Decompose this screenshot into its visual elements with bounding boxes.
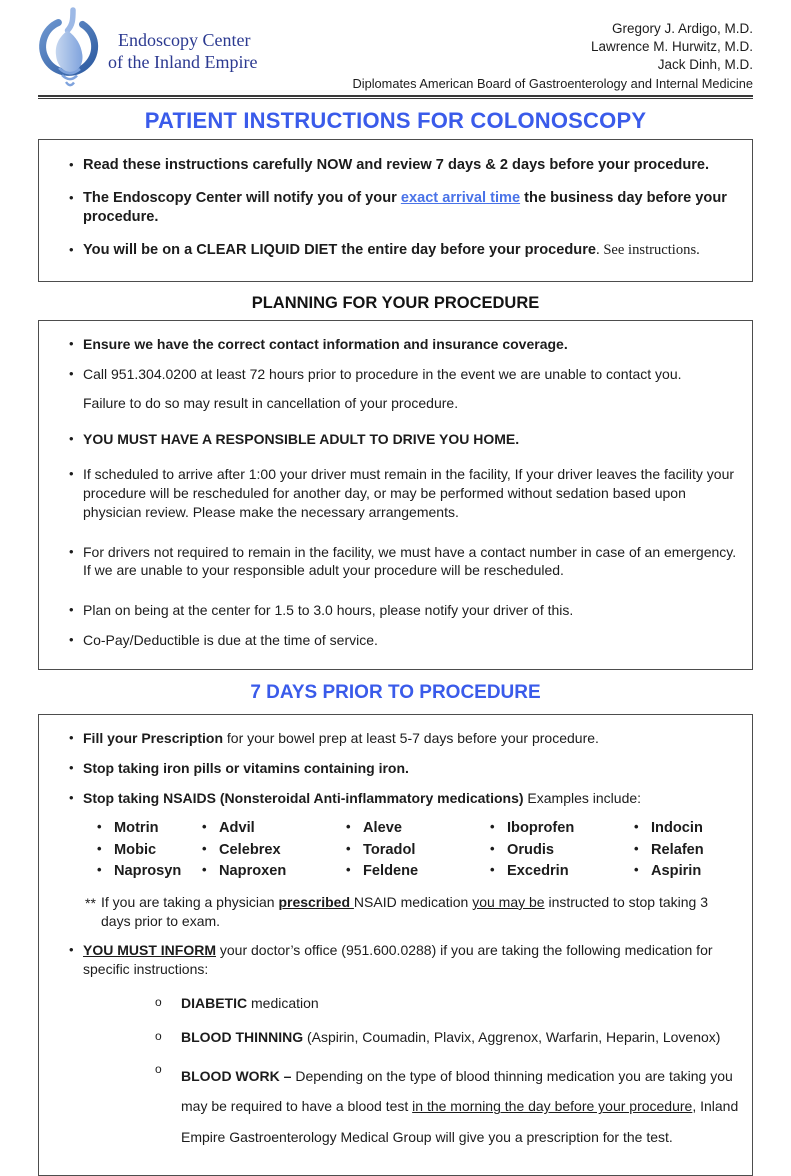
bullet-marker: •: [69, 189, 74, 205]
text-segment: . See instructions.: [596, 241, 700, 258]
bullet-marker: o: [155, 994, 162, 1009]
clinic-name-line1: Endoscopy Center: [118, 29, 251, 50]
medication-name: Aspirin: [651, 862, 702, 879]
medication-name: Advil: [219, 820, 255, 837]
text-segment: the business day before your procedure.: [83, 189, 727, 226]
bullet-marker: •: [69, 759, 74, 775]
medication-name: Excedrin: [507, 862, 569, 879]
medication-name: Relafen: [651, 841, 704, 858]
text-segment: your doctor’s office (951.600.0288) if you are taking the following medication for specific instructions:: [83, 942, 713, 978]
document-title: PATIENT INSTRUCTIONS FOR COLONOSCOPY: [144, 108, 647, 133]
medication-name: Naprosyn: [114, 862, 182, 879]
physician-name: Gregory J. Ardigo, M.D.: [611, 21, 753, 36]
seven-days-bullet-list-top: [53, 729, 740, 808]
medication-name: Mobic: [114, 841, 157, 858]
bullet-marker: •: [69, 241, 74, 257]
text-segment: medication: [247, 994, 319, 1011]
bullet-item: [53, 543, 740, 581]
exact-arrival-time-link[interactable]: exact arrival time: [400, 189, 521, 206]
text-segment: Plan on being at the center for 1.5 to 3.0 hours, please notify your driver of this.: [83, 602, 574, 619]
bullet-item: [53, 335, 740, 354]
bullet-marker: •: [634, 840, 639, 856]
medication-column: [634, 818, 704, 881]
bullet-marker: •: [69, 366, 74, 382]
text-segment: Failure to do so may result in cancellation of your procedure.: [83, 394, 459, 411]
medication-column: [202, 818, 346, 881]
bullet-item: [53, 241, 740, 261]
planning-box: [38, 320, 753, 670]
bullet-marker: •: [97, 861, 102, 877]
bullet-item: [53, 430, 740, 449]
clinic-name: [108, 29, 257, 74]
bullet-item: [53, 601, 740, 620]
text-segment: in the morning the day before your procedure: [412, 1098, 693, 1115]
seven-days-bullet-list-bottom: [53, 893, 740, 1152]
medication-name: Celebrex: [219, 841, 281, 858]
medication-column: [346, 818, 490, 881]
text-segment: Co-Pay/Deductible is due at the time of service.: [83, 631, 378, 648]
bullet-marker: •: [346, 819, 351, 835]
text-segment: Depending on the type of blood thinning medication you are taking you may be required to have a blood test: [181, 1068, 733, 1115]
bullet-marker: •: [69, 157, 74, 172]
bullet-marker: o: [155, 1062, 162, 1077]
planning-bullet-list: [53, 335, 740, 650]
bullet-item: [53, 631, 740, 650]
medication-name: Indocin: [651, 820, 703, 837]
section-heading-planning: PLANNING FOR YOUR PROCEDURE: [251, 294, 540, 313]
bullet-item: [53, 941, 740, 979]
text-segment: Stop taking iron pills or vitamins containing iron.: [83, 759, 409, 776]
text-segment: for your bowel prep at least 5-7 days before your procedure.: [223, 729, 599, 746]
bullet-item: [53, 189, 740, 228]
text-segment: BLOOD WORK –: [181, 1068, 296, 1085]
bullet-marker: •: [69, 789, 74, 805]
medication-item: [202, 840, 346, 861]
medication-item: [634, 818, 704, 839]
text-segment: Read these instructions carefully NOW and review 7 days & 2 days before your procedure.: [83, 157, 710, 173]
medication-name: Feldene: [363, 862, 419, 879]
medication-name: Orudis: [507, 841, 555, 858]
medication-column: [490, 818, 634, 881]
physician-name: Jack Dinh, M.D.: [657, 56, 753, 72]
text-segment: , Inland Empire Gastroenterology Medical Group will give you a prescription for the test.: [181, 1098, 739, 1145]
bullet-marker: •: [202, 819, 207, 835]
text-segment: For drivers not required to remain in the facility, we must have a contact number in case of an emergency. If we are unable to your responsible adult your procedure will be rescheduled.: [83, 543, 737, 579]
bullet-item: [53, 789, 740, 808]
intro-instructions-box: [38, 139, 753, 282]
text-segment: instructed to stop taking 3 days prior to exam.: [101, 893, 709, 929]
clinic-logo: [38, 6, 257, 94]
medication-item: [202, 818, 346, 839]
bullet-item: [85, 893, 740, 931]
medication-item: [97, 861, 202, 882]
bullet-item: [53, 729, 740, 748]
nsaid-medication-grid: [53, 818, 740, 881]
text-segment: DIABETIC: [181, 994, 248, 1011]
bullet-item: [53, 759, 740, 778]
text-segment: Ensure we have the correct contact information and insurance coverage.: [83, 336, 568, 353]
physician-list: [353, 6, 753, 93]
text-segment: If you are taking a physician: [101, 893, 279, 910]
medication-item: [97, 818, 202, 839]
medication-name: Aleve: [363, 820, 402, 837]
bullet-marker: •: [69, 466, 74, 482]
bullet-marker: •: [69, 942, 74, 958]
bullet-marker: •: [69, 336, 74, 352]
medication-item: [346, 818, 490, 839]
bullet-marker: •: [69, 430, 74, 446]
medication-item: [490, 840, 634, 861]
text-segment: prescribed: [278, 893, 354, 910]
bullet-marker: •: [634, 861, 639, 877]
bullet-marker: •: [346, 840, 351, 856]
bullet-marker: •: [69, 602, 74, 618]
bullet-marker: •: [634, 819, 639, 835]
medication-name: Toradol: [363, 841, 416, 858]
medication-name: Motrin: [114, 820, 159, 837]
bullet-marker: •: [490, 840, 495, 856]
bullet-marker: •: [202, 840, 207, 856]
medication-name: Iboprofen: [507, 820, 575, 837]
bullet-marker: •: [490, 819, 495, 835]
bullet-marker: •: [69, 543, 74, 559]
medication-item: [490, 818, 634, 839]
bullet-item: [53, 365, 740, 413]
bullet-marker: •: [97, 819, 102, 835]
medication-item: [346, 861, 490, 882]
bullet-item: [53, 156, 740, 176]
clinic-name-line2: of the Inland Empire: [108, 52, 258, 72]
bullet-marker: •: [202, 861, 207, 877]
text-segment: Call 951.304.0200 at least 72 hours prior to procedure in the event we are unable to contact you.: [83, 366, 682, 383]
medication-item: [634, 840, 704, 861]
seven-days-box: [38, 714, 753, 1176]
medication-item: [202, 861, 346, 882]
intro-bullet-list: [53, 156, 740, 260]
bullet-item: [53, 465, 740, 521]
text-segment: YOU MUST INFORM: [83, 942, 216, 959]
bullet-item: [137, 1028, 740, 1047]
bullet-item: [137, 1061, 740, 1151]
letterhead: [38, 6, 753, 94]
medication-item: [346, 840, 490, 861]
bullet-marker: •: [69, 729, 74, 745]
medication-item: [490, 861, 634, 882]
board-certification-tagline: Diplomates American Board of Gastroenterology and Internal Medicine: [352, 76, 753, 92]
header-divider: [38, 95, 753, 99]
medication-item: [97, 840, 202, 861]
bullet-marker: **: [85, 894, 96, 911]
bullet-marker: •: [490, 861, 495, 877]
bullet-marker: o: [155, 1028, 162, 1043]
bullet-marker: •: [97, 840, 102, 856]
medication-column: [97, 818, 202, 881]
bullet-item: [137, 994, 740, 1013]
section-heading-7-days: 7 DAYS PRIOR TO PROCEDURE: [250, 681, 541, 703]
text-segment: you may be: [472, 893, 545, 910]
text-segment: You will be on a CLEAR LIQUID DIET the entire day before your procedure: [83, 241, 597, 258]
bullet-marker: •: [346, 861, 351, 877]
text-segment: (Aspirin, Coumadin, Plavix, Aggrenox, Warfarin, Heparin, Lovenox): [303, 1028, 721, 1045]
text-segment: YOU MUST HAVE A RESPONSIBLE ADULT TO DRIVE YOU HOME.: [83, 430, 520, 447]
text-segment: Stop taking NSAIDS (Nonsteroidal Anti-inflammatory medications): [83, 789, 524, 806]
text-segment: BLOOD THINNING: [181, 1028, 304, 1045]
text-segment: The Endoscopy Center will notify you of your: [83, 189, 401, 206]
medication-item: [634, 861, 704, 882]
text-segment: Examples include:: [523, 789, 642, 806]
text-segment: NSAID medication: [353, 893, 473, 910]
medication-name: Naproxen: [219, 862, 287, 879]
stomach-endoscope-logo-icon: [38, 8, 100, 94]
text-segment: Fill your Prescription: [83, 729, 224, 746]
bullet-marker: •: [69, 631, 74, 647]
physician-name: Lawrence M. Hurwitz, M.D.: [590, 38, 753, 54]
text-segment: If scheduled to arrive after 1:00 your driver must remain in the facility, If your driver leaves the facility your procedure will be rescheduled for another day, or may be performed without sedation based upon physician review. Please make the necessary arrangements.: [83, 466, 735, 520]
